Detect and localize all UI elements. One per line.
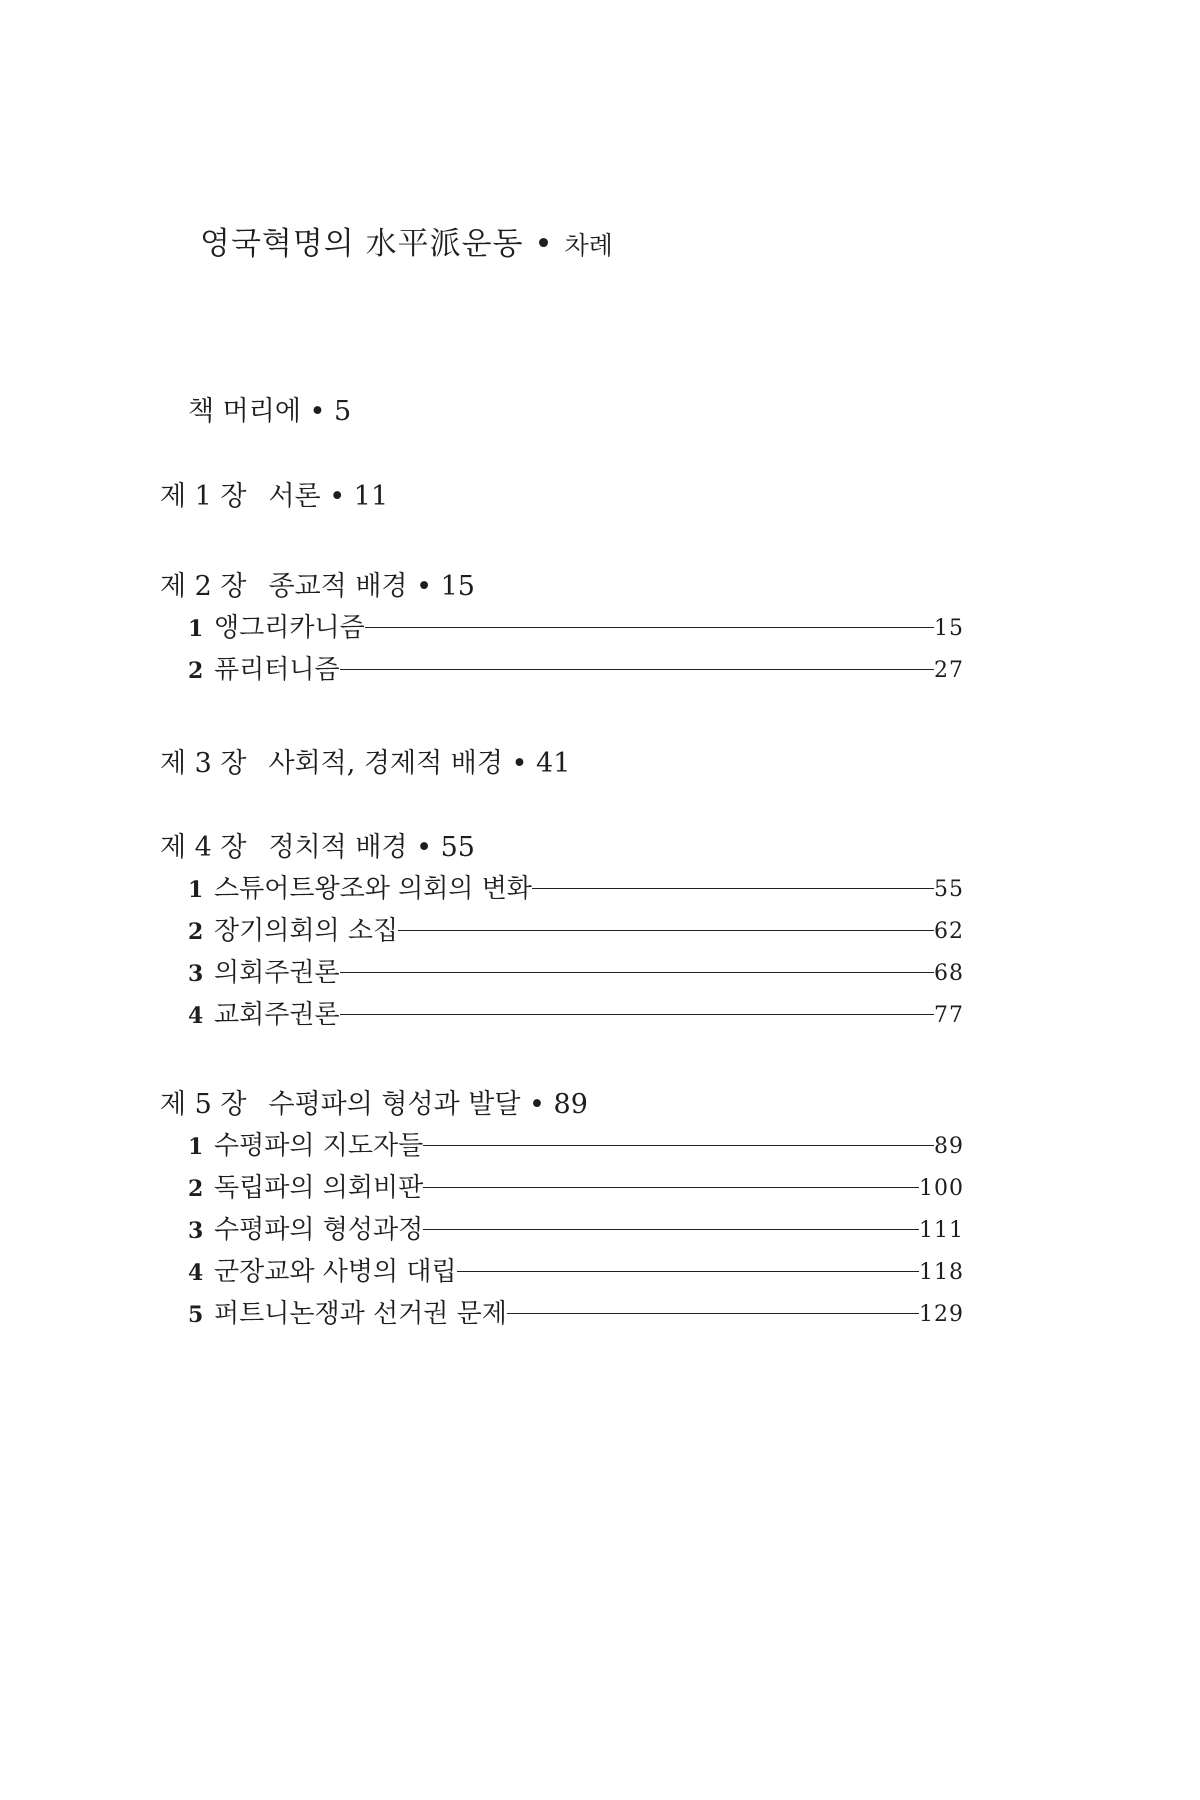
toc-section[interactable] — [160, 1208, 980, 1250]
section-title: 수평파의 지도자들 — [214, 1130, 424, 1161]
chapter-page: 55 — [440, 832, 475, 863]
section-page: 89 — [934, 1133, 964, 1159]
chapter-heading[interactable] — [160, 478, 980, 516]
chapter-title: 서론 — [268, 481, 321, 512]
chapter-title: 사회적, 경제적 배경 — [268, 748, 503, 779]
dot-leader-line — [398, 930, 934, 931]
title-separator: • — [523, 226, 565, 262]
chapter-page: 15 — [440, 571, 475, 602]
chapter-1 — [160, 478, 980, 516]
section-page: 27 — [934, 657, 964, 683]
chapter-5 — [160, 1086, 980, 1334]
book-title-main: 영국혁명의 水平派운동 — [200, 226, 524, 262]
section-title: 퍼트니논쟁과 선거권 문제 — [214, 1298, 507, 1329]
chapter-label: 제 5 장 — [160, 1089, 247, 1120]
toc-entry-preface[interactable] — [188, 389, 351, 428]
chapter-title: 정치적 배경 — [268, 832, 408, 863]
section-list — [160, 606, 980, 690]
section-number: 2 — [188, 657, 204, 684]
section-title: 군장교와 사병의 대립 — [214, 1256, 457, 1287]
section-page: 62 — [934, 918, 964, 944]
section-number: 1 — [188, 615, 204, 642]
section-title: 장기의회의 소집 — [214, 915, 399, 946]
chapter-title: 종교적 배경 — [268, 571, 408, 602]
chapter-page: 11 — [353, 481, 389, 512]
chapter-heading[interactable] — [160, 1086, 980, 1124]
section-number: 5 — [188, 1301, 204, 1328]
chapter-page: 41 — [536, 748, 571, 779]
chapter-title: 수평파의 형성과 발달 — [268, 1089, 521, 1120]
section-number: 1 — [188, 1133, 204, 1160]
section-page: 100 — [919, 1175, 964, 1201]
preface-separator: • — [300, 396, 335, 427]
section-list — [160, 1124, 980, 1334]
section-list — [160, 867, 980, 1035]
section-page: 111 — [919, 1217, 964, 1243]
section-title: 수평파의 형성과정 — [214, 1214, 424, 1245]
dot-leader-line — [423, 1145, 934, 1146]
chapter-separator: • — [407, 832, 441, 863]
preface-label: 책 머리에 — [188, 396, 301, 427]
dot-leader-line — [340, 1014, 934, 1015]
chapter-separator: • — [502, 748, 537, 779]
section-title: 의회주권론 — [214, 957, 340, 988]
chapter-label: 제 3 장 — [160, 748, 247, 779]
section-title: 독립파의 의회비판 — [214, 1172, 424, 1203]
section-page: 55 — [934, 876, 964, 902]
preface-page: 5 — [334, 396, 352, 427]
section-number: 4 — [188, 1002, 204, 1029]
chapter-heading[interactable] — [160, 745, 980, 783]
toc-section[interactable] — [160, 1166, 980, 1208]
section-number: 4 — [188, 1259, 204, 1286]
dot-leader-line — [340, 972, 934, 973]
toc-section[interactable] — [160, 993, 980, 1035]
toc-section[interactable] — [160, 1250, 980, 1292]
chapter-label: 제 4 장 — [160, 832, 247, 863]
section-number: 3 — [188, 960, 204, 987]
section-number: 1 — [188, 876, 204, 903]
book-title — [200, 218, 613, 263]
toc-section[interactable] — [160, 606, 980, 648]
dot-leader-line — [532, 888, 934, 889]
dot-leader-line — [423, 1187, 919, 1188]
section-number: 3 — [188, 1217, 204, 1244]
chapter-separator: • — [520, 1089, 554, 1120]
toc-section[interactable] — [160, 951, 980, 993]
section-title: 교회주권론 — [214, 999, 340, 1030]
toc-section[interactable] — [160, 1124, 980, 1166]
section-title: 퓨리터니즘 — [214, 654, 340, 685]
toc-section[interactable] — [160, 648, 980, 690]
dot-leader-line — [457, 1271, 919, 1272]
book-title-suffix: 차례 — [564, 231, 613, 260]
chapter-4 — [160, 829, 980, 1035]
dot-leader-line — [365, 627, 934, 628]
section-page: 77 — [934, 1002, 964, 1028]
dot-leader-line — [423, 1229, 919, 1230]
section-page: 118 — [919, 1259, 964, 1285]
chapter-separator: • — [320, 481, 354, 512]
section-page: 68 — [934, 960, 964, 986]
chapter-label: 제 2 장 — [160, 571, 247, 602]
chapter-page: 89 — [553, 1089, 588, 1120]
toc-section[interactable] — [160, 909, 980, 951]
chapter-label: 제 1 장 — [160, 481, 247, 512]
chapter-separator: • — [407, 571, 441, 602]
chapter-heading[interactable] — [160, 829, 980, 867]
chapter-heading[interactable] — [160, 568, 980, 606]
dot-leader-line — [340, 669, 934, 670]
section-title: 앵그리카니즘 — [214, 612, 365, 643]
chapter-3 — [160, 745, 980, 783]
section-title: 스튜어트왕조와 의회의 변화 — [214, 873, 532, 904]
section-number: 2 — [188, 918, 204, 945]
section-page: 129 — [919, 1301, 964, 1327]
section-number: 2 — [188, 1175, 204, 1202]
chapter-2 — [160, 568, 980, 690]
section-page: 15 — [934, 615, 964, 641]
toc-section[interactable] — [160, 1292, 980, 1334]
dot-leader-line — [507, 1313, 919, 1314]
toc-section[interactable] — [160, 867, 980, 909]
